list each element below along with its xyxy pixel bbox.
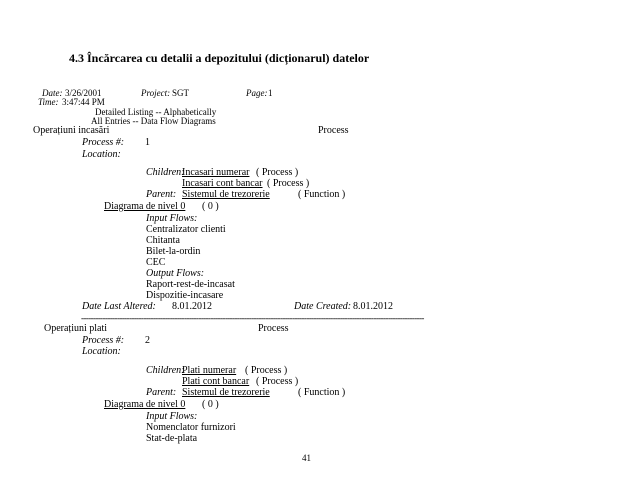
section-title: 4.3 Încărcarea cu detalii a depozitului (dicționarul) datelor (69, 51, 370, 65)
date-altered-label: Date Last Altered: (82, 301, 156, 312)
input-flows-label: Input Flows: (146, 411, 198, 422)
input-flow: Nomenclator furnizori (146, 422, 236, 433)
entry-name: Operațiuni incasări (33, 125, 110, 136)
input-flow: CEC (146, 257, 166, 268)
process-number: 2 (145, 335, 150, 346)
time-value: 3:47:44 PM (62, 97, 105, 107)
child-type: ( Process ) (267, 178, 310, 189)
location-label: Location: (82, 346, 121, 357)
parent-type: ( Function ) (298, 387, 346, 398)
location-label: Location: (82, 149, 121, 160)
input-flow: Stat-de-plata (146, 433, 198, 444)
output-flow: Dispozitie-incasare (146, 290, 224, 301)
diagram-count: ( 0 ) (202, 201, 219, 212)
child-name: Incasari numerar (182, 167, 250, 178)
page-number: 41 (302, 453, 311, 463)
parent-label: Parent: (146, 189, 177, 200)
page-label: Page: (246, 88, 268, 98)
page-value: 1 (268, 88, 273, 98)
process-number-label: Process #: (82, 335, 125, 346)
entry-type: Process (258, 323, 289, 334)
time-label: Time: (38, 97, 59, 107)
listing-line: Detailed Listing -- Alphabetically (95, 107, 217, 117)
children-label: Children: (146, 365, 185, 376)
date-altered: 8.01.2012 (172, 301, 212, 312)
children-label: Children: (146, 167, 185, 178)
parent-name: Sistemul de trezorerie (182, 387, 270, 398)
child-type: ( Process ) (245, 365, 288, 376)
parent-label: Parent: (146, 387, 177, 398)
diagram-name: Diagrama de nivel 0 (104, 201, 186, 212)
project-label: Project: (141, 88, 171, 98)
child-name: Incasari cont bancar (182, 178, 263, 189)
child-name: Plati cont bancar (182, 376, 250, 387)
date-label: Date: (42, 88, 63, 98)
date-value: 3/26/2001 (65, 88, 102, 98)
parent-type: ( Function ) (298, 189, 346, 200)
child-name: Plati numerar (182, 365, 237, 376)
input-flow: Centralizator clienti (146, 224, 226, 235)
input-flow: Bilet-la-ordin (146, 246, 201, 257)
child-type: ( Process ) (256, 376, 299, 387)
input-flow: Chitanta (146, 235, 180, 246)
entries-line: All Entries -- Data Flow Diagrams (91, 116, 216, 126)
diagram-count: ( 0 ) (202, 399, 219, 410)
child-type: ( Process ) (256, 167, 299, 178)
date-created: 8.01.2012 (353, 301, 393, 312)
date-created-label: Date Created: (294, 301, 352, 312)
entry-type: Process (318, 125, 349, 136)
input-flows-label: Input Flows: (146, 213, 198, 224)
output-flow: Raport-rest-de-incasat (146, 279, 235, 290)
process-number: 1 (145, 137, 150, 148)
parent-name: Sistemul de trezorerie (182, 189, 270, 200)
output-flows-label: Output Flows: (146, 268, 205, 279)
process-number-label: Process #: (82, 137, 125, 148)
diagram-name: Diagrama de nivel 0 (104, 399, 186, 410)
entry-name: Operațiuni plati (44, 323, 108, 334)
project-value: SGT (172, 88, 190, 98)
entry-separator: ----------------------------------------------------------------------------------------------------------------------------------------------- (81, 314, 424, 323)
